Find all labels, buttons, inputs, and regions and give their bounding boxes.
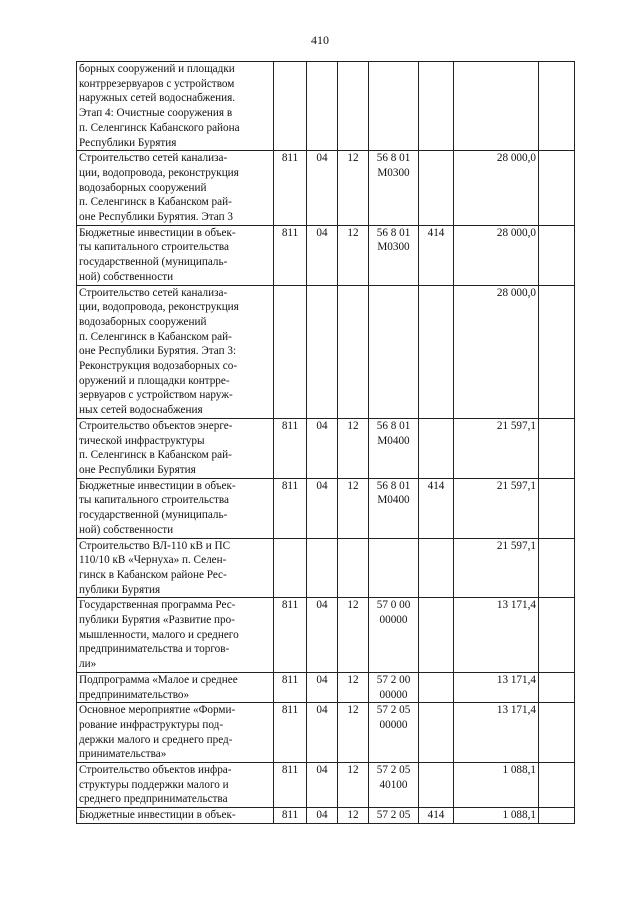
cell-name-text: Бюджетные инвестиции в объек- ты капитального строительства государственной (муниципаль- ной) собственности (79, 226, 236, 283)
cell-amount-text: 21 597,1 (496, 539, 536, 552)
table-row (77, 151, 575, 226)
cell-expense-type (419, 151, 454, 226)
cell-name-text: Строительство объектов энерге- тической инфраструктуры п. Селенгинск в Кабанском рай- оне Республики Бурятия (79, 419, 233, 476)
cell-extra (539, 672, 575, 702)
cell-amount (454, 478, 539, 538)
cell-expense-type (419, 703, 454, 763)
cell-subsection-code-text: 12 (347, 704, 359, 717)
cell-target-article (369, 151, 419, 226)
cell-target-article-text: 56 8 01 М0300 (376, 152, 411, 179)
cell-section-code-text: 04 (316, 599, 328, 612)
cell-target-article-text: 56 8 01 М0400 (376, 479, 411, 507)
cell-target-article-text: 57 2 05 (376, 809, 411, 822)
table-row (77, 763, 575, 808)
cell-target-article (369, 672, 419, 702)
cell-extra (539, 225, 575, 285)
cell-section-code (307, 808, 338, 824)
cell-section-code (307, 703, 338, 763)
cell-target-article-text: 57 0 00 00000 (376, 599, 411, 627)
cell-ministry-code-text: 811 (281, 599, 299, 612)
cell-extra (539, 808, 575, 824)
cell-subsection-code-text: 12 (347, 479, 359, 492)
cell-amount-text: 21 597,1 (496, 479, 536, 492)
cell-target-article-text: 56 8 01 М0300 (376, 226, 411, 254)
cell-ministry-code (274, 703, 307, 763)
cell-amount-text: 13 171,4 (496, 599, 536, 612)
cell-ministry-code-text: 811 (281, 764, 299, 777)
cell-subsection-code-text: 12 (347, 809, 359, 822)
cell-name (77, 225, 274, 285)
cell-amount (454, 703, 539, 763)
cell-extra (539, 62, 575, 151)
cell-section-code-text: 04 (316, 479, 328, 492)
cell-name-text: Строительство сетей канализа- ции, водопровода, реконструкция водозаборных сооружений п. Селенгинск в Кабанском рай- оне Республики Бурятия. Этап 3 (79, 152, 239, 224)
cell-ministry-code (274, 285, 307, 418)
cell-name (77, 598, 274, 673)
budget-table-body (77, 62, 575, 824)
cell-name-text: Строительство ВЛ-110 кВ и ПС 110/10 кВ «Чернуха» п. Селен- гинск в Кабанском районе Рес- публики Бурятия (79, 539, 231, 596)
cell-extra (539, 538, 575, 598)
cell-expense-type (419, 285, 454, 418)
table-row (77, 418, 575, 478)
cell-subsection-code (338, 763, 369, 808)
cell-ministry-code (274, 598, 307, 673)
cell-ministry-code (274, 225, 307, 285)
cell-subsection-code (338, 285, 369, 418)
cell-section-code-text: 04 (316, 809, 328, 822)
cell-ministry-code-text: 811 (281, 419, 299, 432)
cell-extra (539, 763, 575, 808)
cell-subsection-code-text: 12 (347, 152, 359, 165)
cell-amount (454, 598, 539, 673)
cell-extra (539, 285, 575, 418)
cell-subsection-code (338, 703, 369, 763)
cell-name (77, 62, 274, 151)
cell-amount (454, 225, 539, 285)
cell-name (77, 478, 274, 538)
cell-amount (454, 151, 539, 226)
cell-section-code-text: 04 (316, 226, 328, 239)
cell-target-article (369, 418, 419, 478)
table-row (77, 538, 575, 598)
cell-target-article-text: 56 8 01 М0400 (376, 419, 411, 447)
cell-ministry-code-text: 811 (281, 704, 299, 717)
cell-target-article (369, 478, 419, 538)
cell-section-code-text: 04 (316, 419, 328, 432)
cell-target-article (369, 285, 419, 418)
cell-amount-text: 28 000,0 (496, 152, 536, 165)
cell-section-code-text: 04 (316, 704, 328, 717)
cell-ministry-code-text: 811 (281, 673, 299, 686)
cell-amount (454, 285, 539, 418)
cell-name-text: Основное мероприятие «Форми- рование инфраструктуры под- держки малого и среднего пред- принимательства» (79, 704, 236, 761)
cell-amount (454, 62, 539, 151)
cell-target-article-text: 57 2 05 00000 (376, 704, 411, 731)
cell-expense-type-text: 414 (427, 479, 445, 492)
cell-expense-type-text: 414 (427, 226, 445, 239)
cell-subsection-code (338, 672, 369, 702)
cell-name-text: Бюджетные инвестиции в объек- ты капитального строительства государственной (муниципаль- ной) собственности (79, 479, 236, 536)
cell-section-code (307, 151, 338, 226)
cell-amount (454, 672, 539, 702)
cell-ministry-code (274, 763, 307, 808)
table-row (77, 285, 575, 418)
cell-name-text: Государственная программа Рес- публики Бурятия «Развитие про- мышленности, малого и среднего предпринимательства и торгов- ли» (79, 599, 239, 671)
cell-subsection-code (338, 418, 369, 478)
table-row (77, 703, 575, 763)
cell-subsection-code (338, 62, 369, 151)
cell-subsection-code-text: 12 (347, 419, 359, 432)
table-row (77, 62, 575, 151)
cell-section-code (307, 598, 338, 673)
cell-name-text: Бюджетные инвестиции в объек- (79, 809, 236, 822)
cell-ministry-code (274, 151, 307, 226)
cell-section-code (307, 62, 338, 151)
cell-section-code (307, 538, 338, 598)
cell-name (77, 672, 274, 702)
cell-name-text: Подпрограмма «Малое и среднее предпринимательство» (79, 673, 238, 701)
cell-extra (539, 478, 575, 538)
cell-target-article (369, 598, 419, 673)
cell-ministry-code (274, 478, 307, 538)
cell-expense-type (419, 763, 454, 808)
cell-name (77, 763, 274, 808)
cell-amount (454, 538, 539, 598)
cell-amount (454, 418, 539, 478)
cell-section-code (307, 478, 338, 538)
budget-table (76, 61, 575, 824)
cell-amount-text: 1 088,1 (502, 809, 536, 822)
cell-amount-text: 13 171,4 (496, 704, 536, 717)
cell-expense-type (419, 225, 454, 285)
cell-section-code (307, 285, 338, 418)
cell-name (77, 285, 274, 418)
cell-ministry-code-text: 811 (281, 152, 299, 165)
table-row (77, 478, 575, 538)
cell-section-code (307, 418, 338, 478)
cell-section-code (307, 225, 338, 285)
cell-amount-text: 28 000,0 (496, 226, 536, 239)
cell-name-text: борных сооружений и площадки контррезервуаров с устройством наружных сетей водоснабжения. Этап 4: Очистные сооружения в п. Селенгинск Кабанского района Республики Бурятия (79, 63, 240, 149)
cell-subsection-code (338, 598, 369, 673)
table-row (77, 225, 575, 285)
table-row (77, 598, 575, 673)
cell-target-article (369, 703, 419, 763)
cell-extra (539, 703, 575, 763)
cell-name (77, 538, 274, 598)
cell-target-article (369, 763, 419, 808)
cell-target-article-text: 57 2 00 00000 (376, 673, 411, 701)
cell-name (77, 418, 274, 478)
cell-expense-type (419, 418, 454, 478)
cell-expense-type (419, 808, 454, 824)
cell-section-code (307, 672, 338, 702)
cell-expense-type (419, 478, 454, 538)
cell-target-article (369, 225, 419, 285)
cell-name-text: Строительство сетей канализа- ции, водопровода, реконструкция водозаборных сооружений п. Селенгинск в Кабанском рай- оне Республики Бурятия. Этап 3: Реконструкция водозаборных со- оружений и площадки контрре- зервуаров с устройством наруж- ных сетей водоснабжения (79, 286, 239, 417)
cell-section-code-text: 04 (316, 152, 328, 165)
cell-target-article (369, 808, 419, 824)
table-row (77, 672, 575, 702)
cell-target-article (369, 538, 419, 598)
cell-subsection-code-text: 12 (347, 673, 359, 686)
cell-ministry-code (274, 62, 307, 151)
cell-subsection-code (338, 151, 369, 226)
cell-ministry-code (274, 538, 307, 598)
cell-subsection-code (338, 808, 369, 824)
cell-amount-text: 28 000,0 (496, 286, 536, 299)
cell-extra (539, 418, 575, 478)
cell-extra (539, 598, 575, 673)
cell-name-text: Строительство объектов инфра- структуры поддержки малого и среднего предпринимательства (79, 764, 232, 806)
cell-expense-type (419, 62, 454, 151)
cell-name (77, 703, 274, 763)
cell-subsection-code-text: 12 (347, 599, 359, 612)
cell-amount (454, 763, 539, 808)
cell-name (77, 151, 274, 226)
cell-expense-type (419, 538, 454, 598)
cell-expense-type (419, 672, 454, 702)
cell-expense-type (419, 598, 454, 673)
cell-subsection-code (338, 225, 369, 285)
cell-amount-text: 1 088,1 (502, 764, 536, 777)
cell-ministry-code (274, 418, 307, 478)
cell-section-code (307, 763, 338, 808)
cell-subsection-code (338, 538, 369, 598)
cell-target-article (369, 62, 419, 151)
cell-subsection-code-text: 12 (347, 226, 359, 239)
cell-ministry-code (274, 808, 307, 824)
cell-name (77, 808, 274, 824)
cell-ministry-code-text: 811 (281, 226, 299, 239)
cell-section-code-text: 04 (316, 673, 328, 686)
cell-ministry-code-text: 811 (281, 479, 299, 492)
cell-target-article-text: 57 2 05 40100 (376, 764, 411, 791)
cell-ministry-code (274, 672, 307, 702)
cell-amount-text: 13 171,4 (496, 673, 536, 686)
page-number: 410 (311, 33, 329, 47)
cell-subsection-code-text: 12 (347, 764, 359, 777)
cell-section-code-text: 04 (316, 764, 328, 777)
cell-subsection-code (338, 478, 369, 538)
cell-extra (539, 151, 575, 226)
cell-expense-type-text: 414 (427, 809, 445, 822)
table-row (77, 808, 575, 824)
cell-amount (454, 808, 539, 824)
cell-ministry-code-text: 811 (281, 809, 299, 822)
cell-amount-text: 21 597,1 (496, 419, 536, 432)
